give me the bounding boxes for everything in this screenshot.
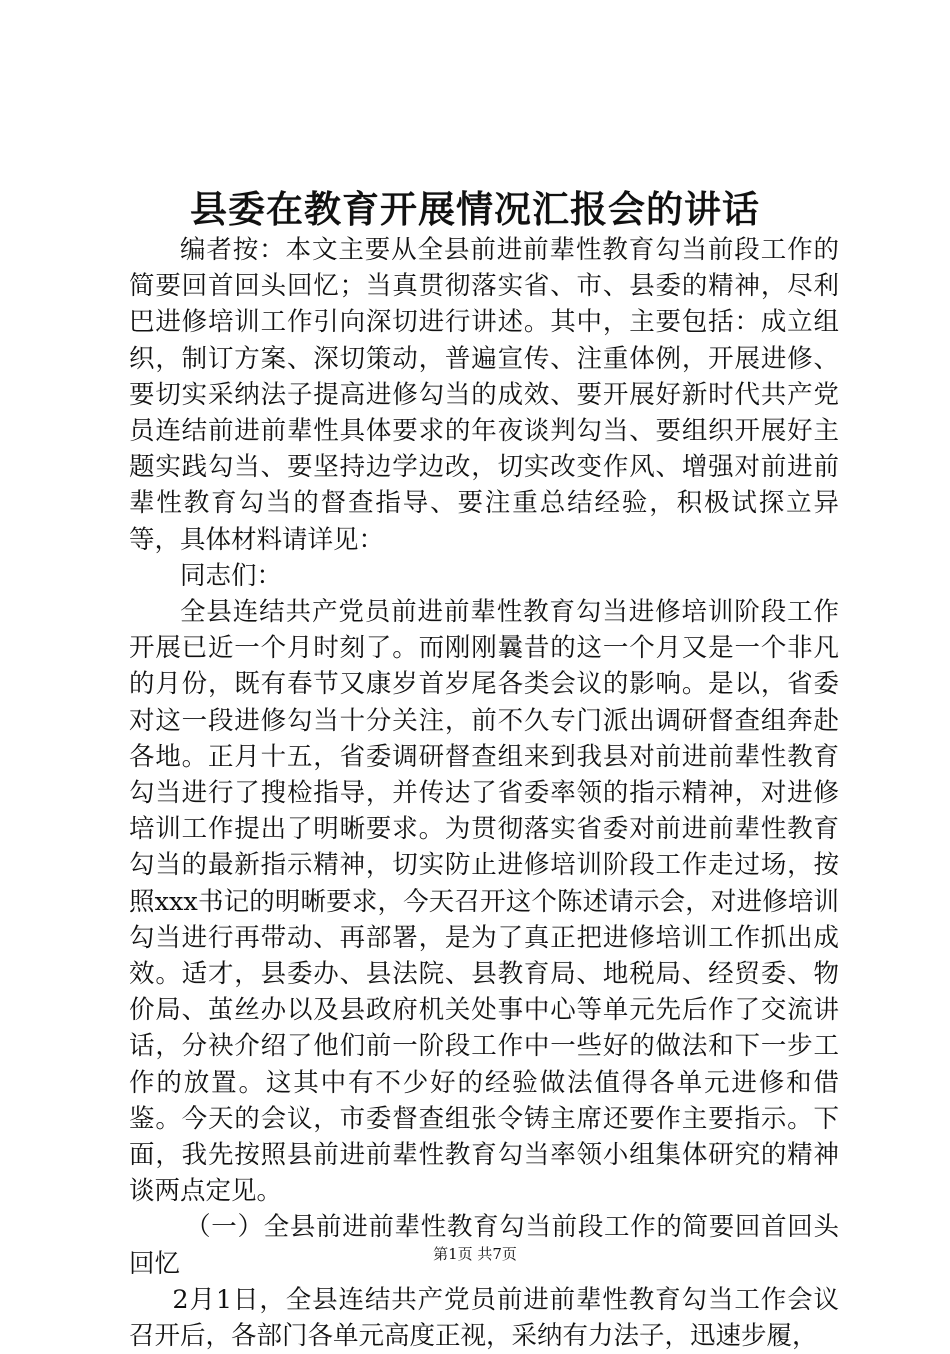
document-title: 县委在教育开展情况汇报会的讲话 — [190, 187, 760, 231]
page-footer: 第1页 共7页 — [433, 1245, 517, 1263]
body-paragraph: 全县连结共产党员前进前辈性教育勾当进修培训阶段工作开展已近一个月时刻了。而刚刚曩昔的这一个月又是一个非凡的月份，既有春节又康岁首岁尾各类会议的影响。是以，省委对这一段进修勾当十分关注，前不久专门派出调研督查组奔赴各地。正月十五，省委调研督查组来到我县对前进前辈性教育勾当进行了搜检指导，并传达了省委率领的指示精神，对进修培训工作提出了明晰要求。为贯彻落实省委对前进前辈性教育勾当的最新指示精神，切实防止进修培训阶段工作走过场，按照xxx书记的明晰要求，今天召开这个陈述请示会，对进修培训勾当进行再带动、再部署，是为了真正把进修培训工作抓出成效。适才，县委办、县法院、县教育局、地税局、经贸委、物价局、茧丝办以及县政府机关处事中心等单元先后作了交流讲话，分袂介绍了他们前一阶段工作中一些好的做法和下一步工作的放置。这其中有不少好的经验做法值得各单元进修和借鉴。今天的会议，市委督查组张令铸主席还要作主要指示。下面，我先按照县前进前辈性教育勾当率领小组集体研究的精神谈两点定见。 — [129, 597, 839, 1207]
body-paragraph: 2月1日，全县连结共产党员前进前辈性教育勾当工作会议召开后，各部门各单元高度正视，采纳有力法子，迅速步履， — [129, 1284, 839, 1352]
salutation-paragraph: 同志们： — [180, 560, 283, 591]
editor-note-paragraph: 编者按：本文主要从全县前进前辈性教育勾当前段工作的简要回首回头回忆；当真贯彻落实省、市、县委的精神，尽利巴进修培训工作引向深切进行讲述。其中，主要包括：成立组织，制订方案、深切策动，普遍宣传、注重体例，开展进修、要切实采纳法子提高进修勾当的成效、要开展好新时代共产党员连结前进前辈性具体要求的年夜谈判勾当、要组织开展好主题实践勾当、要坚持边学边改，切实改变作风、增强对前进前辈性教育勾当的督查指导、要注重总结经验，积极试探立异等，具体材料请详见： — [129, 235, 839, 555]
section-heading: （一）全县前进前辈性教育勾当前段工作的简要回首回头回忆 — [129, 1212, 839, 1279]
document-body — [129, 232, 839, 1354]
